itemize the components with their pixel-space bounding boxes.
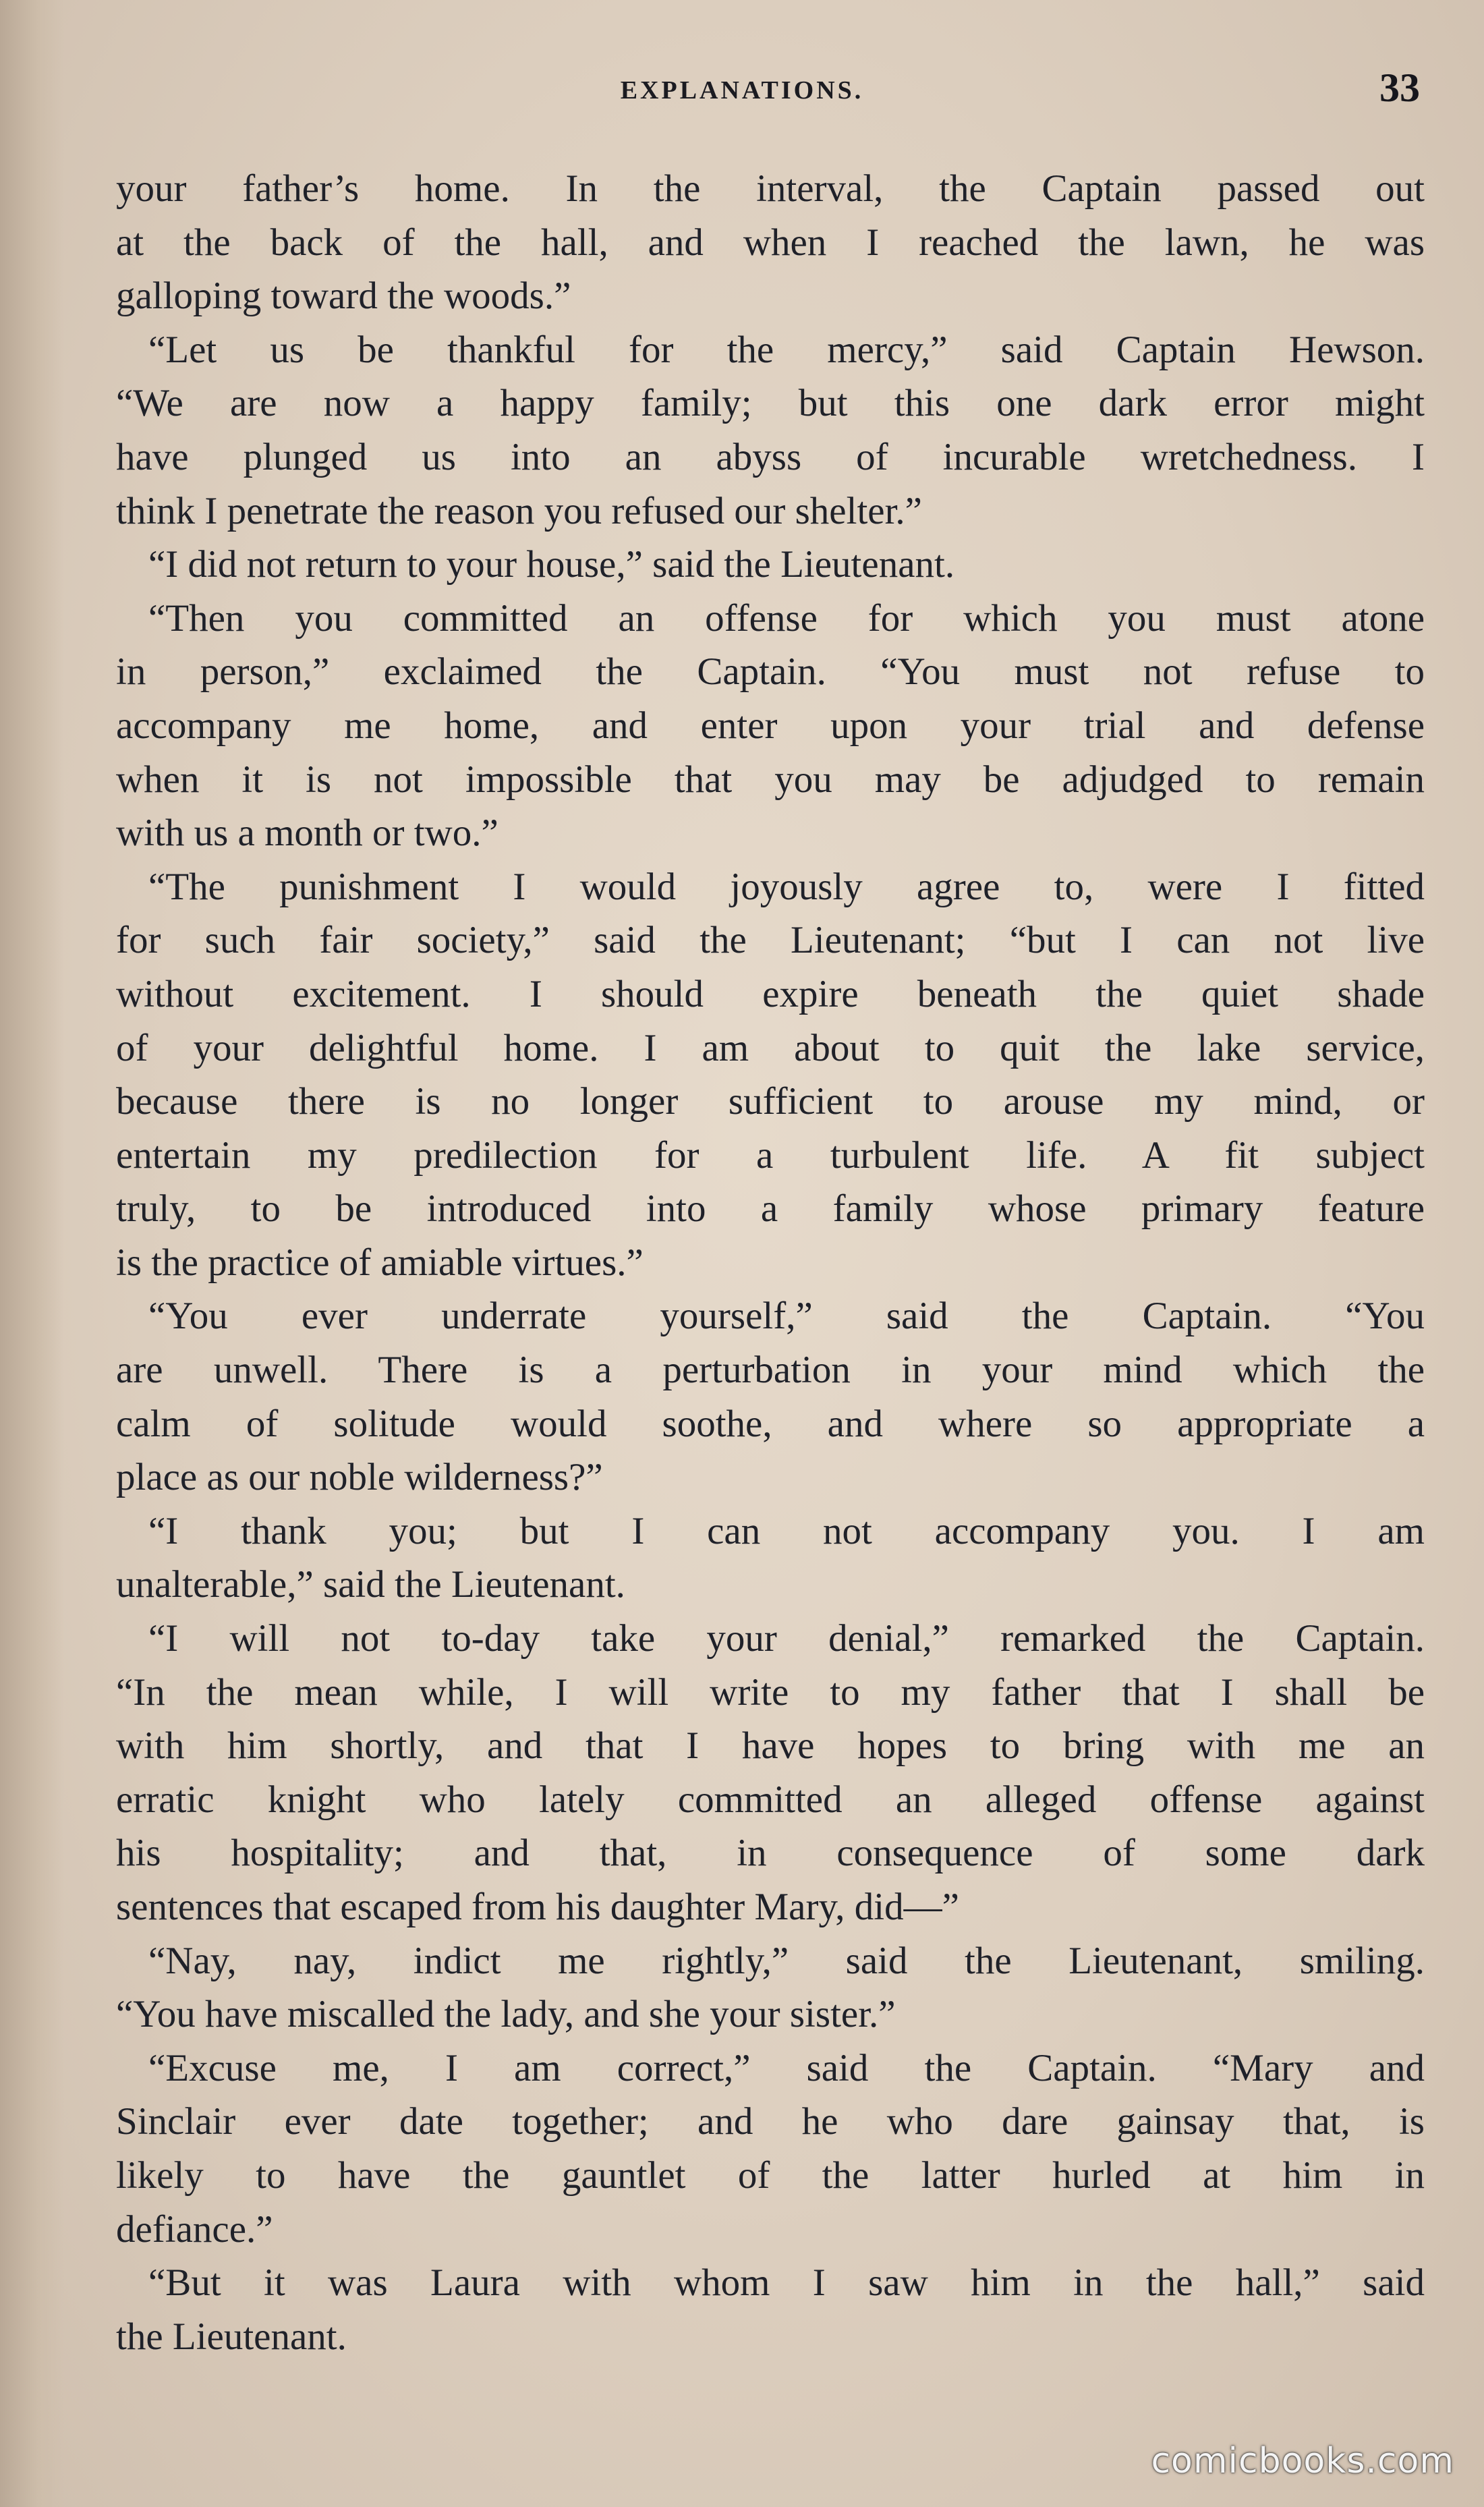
text-line: “I thank you; but I can not accompany you. I am [148, 1509, 1425, 1552]
text-line: “We are now a happy family; but this one dark error might [116, 382, 1425, 425]
page-number: 33 [1379, 65, 1420, 110]
text-line: “In the mean while, I will write to my father that I shall be [116, 1670, 1425, 1714]
body-text [116, 162, 1425, 2363]
text-line: “The punishment I would joyously agree to, were I fitted [148, 865, 1425, 908]
text-line: because there is no longer sufficient to arouse my mind, or [116, 1080, 1425, 1123]
text-line: calm of solitude would soothe, and where so appropriate a [116, 1402, 1425, 1445]
text-line: your father’s home. In the interval, the Captain passed out [116, 167, 1425, 210]
text-line: likely to have the gauntlet of the latter hurled at him in [116, 2153, 1425, 2197]
text-line: for such fair society,” said the Lieutenant; “but I can not live [116, 919, 1425, 962]
text-line: with him shortly, and that I have hopes to bring with me an [116, 1724, 1425, 1768]
text-line: in person,” exclaimed the Captain. “You must not refuse to [116, 650, 1425, 694]
text-line: accompany me home, and enter upon your trial and defense [116, 704, 1425, 747]
text-line: defiance.” [116, 2207, 273, 2251]
text-line: without excitement. I should expire beneath the quiet shade [116, 972, 1425, 1015]
watermark: comicbooks.com [1151, 2441, 1454, 2481]
text-line: is the practice of amiable virtues.” [116, 1241, 644, 1284]
text-line: galloping toward the woods.” [116, 275, 571, 318]
text-line: “But it was Laura with whom I saw him in the hall,” said [148, 2261, 1425, 2305]
text-line: Sinclair ever date together; and he who dare gainsay that, is [116, 2100, 1425, 2143]
text-line: sentences that escaped from his daughter Mary, did—” [116, 1886, 959, 1928]
text-line: “You have miscalled the lady, and she your sister.” [116, 1993, 896, 2036]
text-line: when it is not impossible that you may be adjudged to remain [116, 758, 1425, 801]
text-line: “Excuse me, I am correct,” said the Captain. “Mary and [148, 2046, 1425, 2089]
text-line: “Let us be thankful for the mercy,” said Captain Hewson. [148, 328, 1425, 371]
binding-shadow [0, 0, 64, 2507]
text-line: “Nay, nay, indict me rightly,” said the Lieutenant, smiling. [148, 1939, 1425, 1982]
text-line: the Lieutenant. [116, 2315, 347, 2358]
text-line: entertain my predilection for a turbulent life. A fit subject [116, 1133, 1425, 1177]
text-line: erratic knight who lately committed an alleged offense against [116, 1778, 1425, 1821]
text-line: think I penetrate the reason you refused our shelter.” [116, 489, 922, 532]
text-line: unalterable,” said the Lieutenant. [116, 1563, 625, 1606]
text-line: of your delightful home. I am about to quit the lake service, [116, 1026, 1425, 1069]
text-line: have plunged us into an abyss of incurable wretchedness. I [116, 435, 1425, 478]
text-line: “I did not return to your house,” said the Lieutenant. [148, 543, 955, 586]
text-line: “Then you committed an offense for which you must atone [148, 596, 1425, 640]
text-line: are unwell. There is a perturbation in your mind which the [116, 1349, 1425, 1392]
text-line: place as our noble wilderness?” [116, 1456, 603, 1499]
text-line: with us a month or two.” [116, 812, 498, 855]
text-line: “You ever underrate yourself,” said the Captain. “You [148, 1295, 1425, 1338]
running-head: EXPLANATIONS. [620, 76, 864, 105]
text-line: at the back of the hall, and when I reached the lawn, he was [116, 221, 1425, 264]
text-line: “I will not to-day take your denial,” remarked the Captain. [148, 1617, 1425, 1660]
text-line: truly, to be introduced into a family whose primary feature [116, 1187, 1425, 1231]
text-line: his hospitality; and that, in consequence of some dark [116, 1832, 1425, 1875]
